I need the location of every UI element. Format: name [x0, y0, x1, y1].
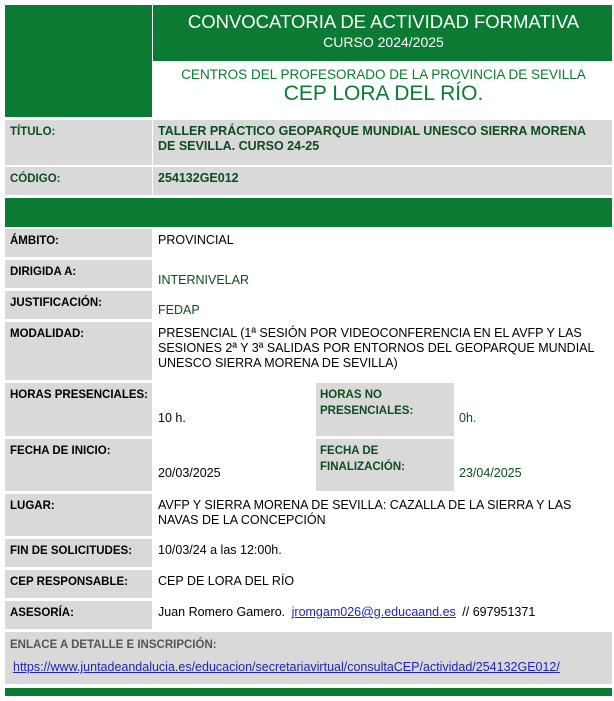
- course-year: CURSO 2024/2025: [323, 34, 444, 50]
- ambito-value: PROVINCIAL: [158, 233, 234, 247]
- modalidad-label: MODALIDAD:: [10, 328, 85, 340]
- justificacion-label: JUSTIFICACIÓN:: [10, 297, 102, 309]
- page-title: CONVOCATORIA DE ACTIVIDAD FORMATIVA: [187, 11, 580, 32]
- lugar-value: AVFP Y SIERRA MORENA DE SEVILLA: CAZALLA DE LA SIERRA Y LAS NAVAS DE LA CONCEPCIÓN: [158, 498, 572, 527]
- dirigida-label: DIRIGIDA A:: [10, 266, 77, 278]
- fecha-inicio-value: 20/03/2025: [158, 466, 221, 480]
- asesoria-value: [158, 605, 535, 620]
- cep-responsable-label: CEP RESPONSABLE:: [10, 576, 129, 588]
- fecha-fin-label: FECHA DE FINALIZACIÓN:: [320, 445, 405, 473]
- asesoria-email-link[interactable]: jromgam026@g.educaand.es: [291, 605, 456, 619]
- asesoria-label: ASESORÍA:: [10, 607, 74, 619]
- section-divider: [5, 198, 612, 227]
- header-logo-block: [5, 5, 152, 117]
- titulo-label: TÍTULO:: [10, 126, 56, 138]
- solicitudes-value: 10/03/24 a las 12:00h.: [158, 543, 282, 557]
- centers-line: CENTROS DEL PROFESORADO DE LA PROVINCIA DE SEVILLA: [181, 67, 586, 82]
- dirigida-value: INTERNIVELAR: [158, 273, 249, 287]
- codigo-value: 254132GE012: [158, 171, 239, 185]
- inscripcion-link[interactable]: https://www.juntadeandalucia.es/educacion/secretariavirtual/consultaCEP/actividad/254132GE012/: [13, 660, 560, 674]
- fecha-fin-value: 23/04/2025: [459, 466, 522, 480]
- solicitudes-label: FIN DE SOLICITUDES:: [10, 545, 133, 557]
- lugar-label: LUGAR:: [10, 500, 55, 512]
- asesoria-name: Juan Romero Gamero.: [158, 605, 286, 619]
- horas-no-presenciales-value: 0h.: [459, 411, 477, 425]
- horas-no-presenciales-label: HORAS NO PRESENCIALES:: [320, 389, 414, 417]
- horas-presenciales-label: HORAS PRESENCIALES:: [10, 389, 149, 401]
- codigo-label: CÓDIGO:: [10, 173, 61, 185]
- cep-responsable-value: CEP DE LORA DEL RÍO: [158, 574, 295, 588]
- ambito-label: ÁMBITO:: [10, 235, 59, 247]
- footer-bar: [5, 688, 612, 696]
- horas-presenciales-value: 10 h.: [158, 411, 186, 425]
- cep-name: CEP LORA DEL RÍO.: [283, 82, 484, 105]
- enlace-label: ENLACE A DETALLE E INSCRIPCIÓN:: [10, 639, 217, 651]
- justificacion-value: FEDAP: [158, 303, 200, 317]
- asesoria-phone: // 697951371: [462, 605, 536, 619]
- modalidad-value: PRESENCIAL (1ª SESIÓN POR VIDEOCONFERENCIA EN EL AVFP Y LAS SESIONES 2ª Y 3ª SALIDAS POR ENTORNOS DEL GEOPARQUE MUNDIAL UNESCO SIERRA MORENA DE SEVILLA): [158, 326, 594, 370]
- fecha-inicio-label: FECHA DE INICIO:: [10, 445, 111, 457]
- titulo-value: TALLER PRÁCTICO GEOPARQUE MUNDIAL UNESCO SIERRA MORENA DE SEVILLA. CURSO 24-25: [158, 124, 586, 153]
